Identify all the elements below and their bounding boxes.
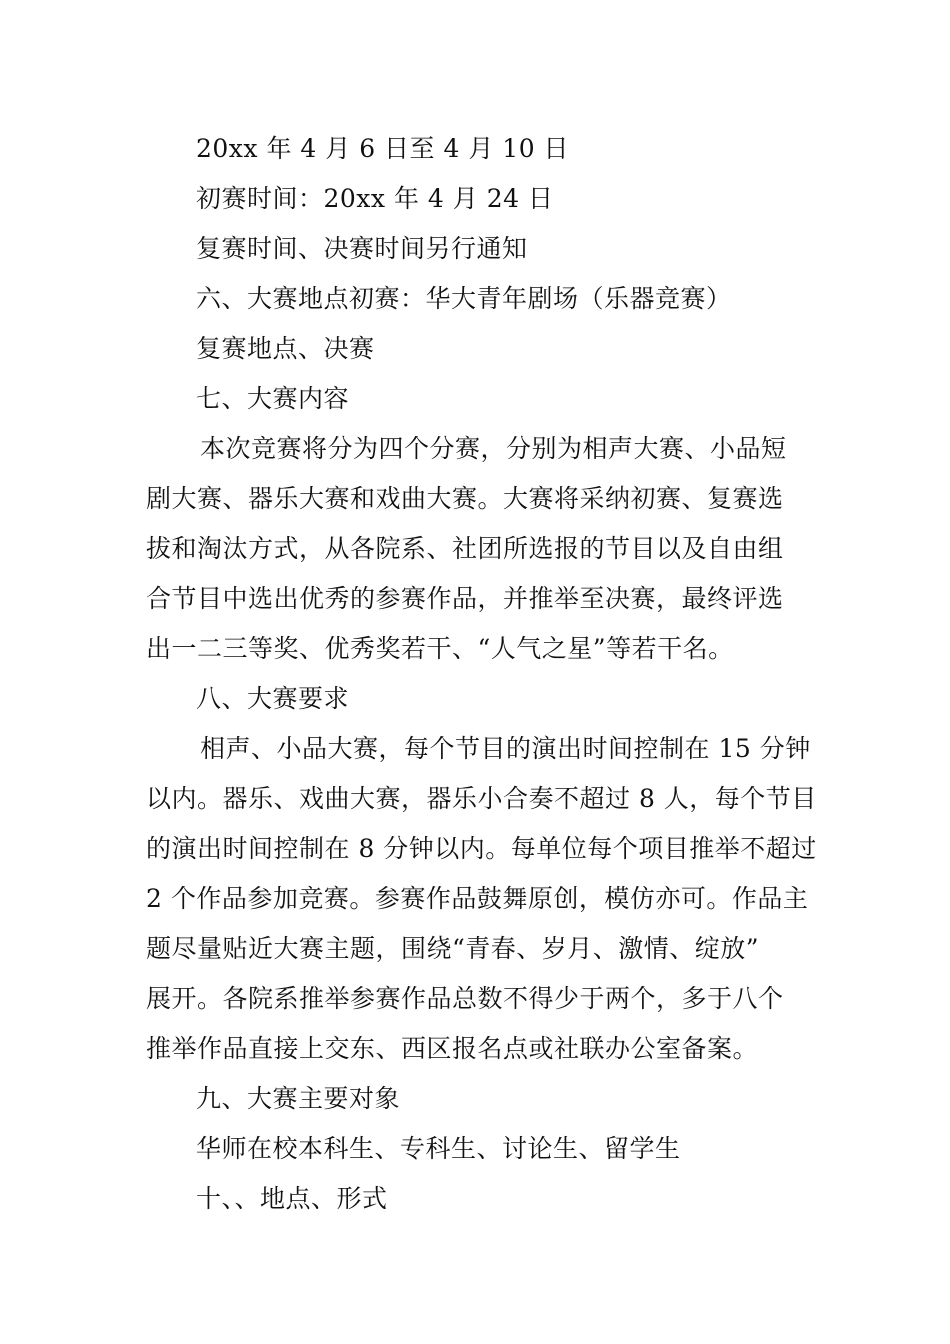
section-7-heading: 七、大赛内容: [196, 384, 350, 413]
section-9-heading: 九、大赛主要对象: [196, 1084, 401, 1113]
paragraph-line: 拔和淘汰方式，从各院系、社团所选报的节目以及自由组: [146, 534, 784, 563]
section-8-heading: 八、大赛要求: [196, 684, 350, 713]
section-6-heading: 六、大赛地点初赛：华大青年剧场（乐器竞赛）: [196, 284, 732, 313]
section-10-heading: 十、、地点、形式: [196, 1184, 388, 1213]
paragraph-line: 题尽量贴近大赛主题，围绕“青春、岁月、激情、绽放”: [146, 934, 760, 963]
date-range-line: 20xx 年 4 月 6 日至 4 月 10 日: [196, 134, 570, 163]
paragraph-line: 展开。各院系推举参赛作品总数不得少于两个，多于八个: [146, 984, 784, 1013]
paragraph-line: 本次竞赛将分为四个分赛，分别为相声大赛、小品短: [200, 434, 787, 463]
paragraph-line: 合节目中选出优秀的参赛作品，并推举至决赛，最终评选: [146, 584, 784, 613]
paragraph-line: 相声、小品大赛，每个节目的演出时间控制在 15 分钟: [200, 734, 811, 763]
preliminary-time-line: 初赛时间：20xx 年 4 月 24 日: [196, 184, 554, 213]
paragraph-line: 以内。器乐、戏曲大赛，器乐小合奏不超过 8 人，每个节目: [146, 784, 817, 813]
paragraph-line: 出一二三等奖、优秀奖若干、“人气之星”等若干名。: [146, 634, 734, 663]
paragraph-line: 剧大赛、器乐大赛和戏曲大赛。大赛将采纳初赛、复赛选: [146, 484, 784, 513]
paragraph-line: 推举作品直接上交东、西区报名点或社联办公室备案。: [146, 1034, 759, 1063]
paragraph-line: 的演出时间控制在 8 分钟以内。每单位每个项目推举不超过: [146, 834, 817, 863]
paragraph-line: 2 个作品参加竞赛。参赛作品鼓舞原创，模仿亦可。作品主: [146, 884, 809, 913]
section-9-text: 华师在校本科生、专科生、讨论生、留学生: [196, 1134, 681, 1163]
rematch-time-line: 复赛时间、决赛时间另行通知: [196, 234, 528, 263]
rematch-location-line: 复赛地点、决赛: [196, 334, 375, 363]
